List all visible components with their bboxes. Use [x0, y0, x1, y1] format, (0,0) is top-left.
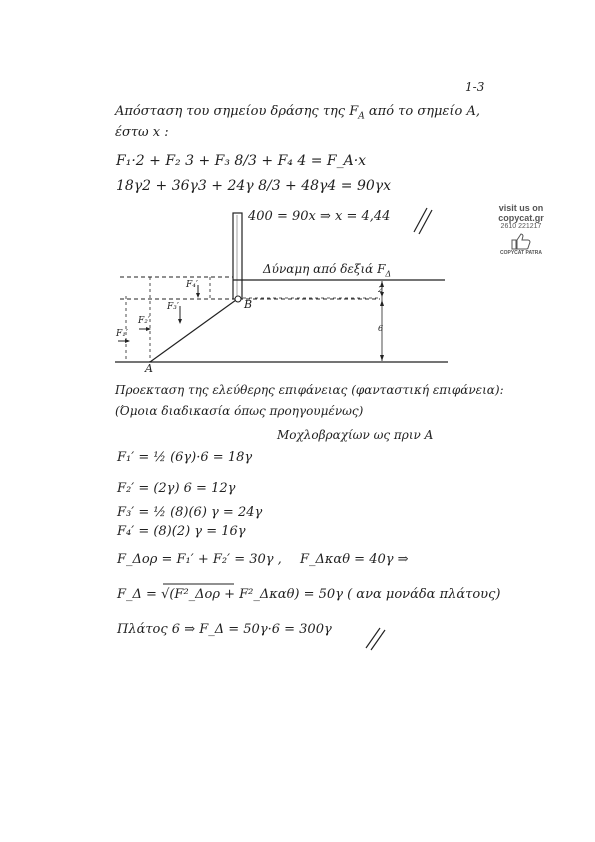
- equation-3: 400 = 90x ⇒ x = 4,44: [248, 209, 391, 224]
- label-f1p: F₁′: [116, 329, 128, 339]
- calc-sum-v: F_Δκαθ = 40γ ⇒: [300, 552, 409, 567]
- calc-f2: F₂′ = (2γ) 6 = 12γ: [117, 481, 236, 496]
- label-f4p: F₄′: [186, 280, 198, 290]
- thumbs-up-icon: [485, 232, 557, 250]
- intro-line-2: έστω x :: [115, 125, 169, 140]
- label-six: 6: [378, 324, 384, 333]
- watermark-line-2: copycat.gr: [498, 213, 544, 223]
- intro-line-1-text: Απόσταση του σημείου δράσης της F: [115, 104, 359, 119]
- calc-sum-h: F_Δορ = F₁′ + F₂′ = 30γ ,: [117, 552, 282, 567]
- watermark-phone: 2610 221217: [500, 223, 542, 230]
- hinge-b: [235, 296, 241, 302]
- section2-line-3: Μοχλοβραχίων ως πριν Α: [277, 428, 434, 442]
- calc-width: Πλάτος 6 ⇒ F_Δ = 50γ·6 = 300γ: [117, 622, 332, 637]
- label-f2p: F₂′: [138, 316, 150, 326]
- inclined-wall: [150, 300, 236, 362]
- label-a: A: [145, 362, 153, 375]
- force-label-right: [263, 262, 391, 278]
- gate-post: [233, 213, 242, 299]
- final-mark: [366, 628, 385, 650]
- label-f3p: F₃′: [167, 302, 179, 312]
- equation-2: 18γ2 + 36γ3 + 24γ 8/3 + 48γ4 = 90γx: [116, 178, 392, 194]
- page-number: 1-3: [465, 80, 485, 94]
- intro-line-1-sub: A: [358, 111, 365, 122]
- label-b: B: [244, 298, 253, 311]
- section2-line-1: Προεκταση της ελεύθερης επιφάνειας (φανταστική επιφάνεια):: [115, 383, 504, 397]
- label-two: 2: [378, 285, 384, 294]
- force-label-sub: Δ: [385, 269, 392, 279]
- watermark-brand: COPYCAT PATRA: [500, 250, 542, 256]
- force-label-text: Δύναμη από δεξιά F: [263, 262, 386, 276]
- calc-f4: F₄′ = (8)(2) γ = 16γ: [117, 524, 246, 539]
- watermark-line-1: visit us on: [498, 203, 544, 213]
- section2-line-2: (Όμοια διαδικασία όπως προηγουμένως): [115, 404, 364, 418]
- intro-line-1-end: από το σημείο Α,: [364, 104, 480, 119]
- watermark: [485, 203, 557, 256]
- calc-result: F_Δ = √(F²_Δορ + F²_Δκαθ) = 50γ ( ανα μονάδα πλάτους): [117, 587, 501, 602]
- calc-f1: F₁′ = ½ (6γ)·6 = 18γ: [117, 450, 253, 465]
- equation-1: F₁·2 + F₂ 3 + F₃ 8/3 + F₄ 4 = F_A·x: [116, 153, 367, 169]
- conclusion-mark: [414, 208, 432, 234]
- calc-f3: F₃′ = ½ (8)(6) γ = 24γ: [117, 505, 263, 520]
